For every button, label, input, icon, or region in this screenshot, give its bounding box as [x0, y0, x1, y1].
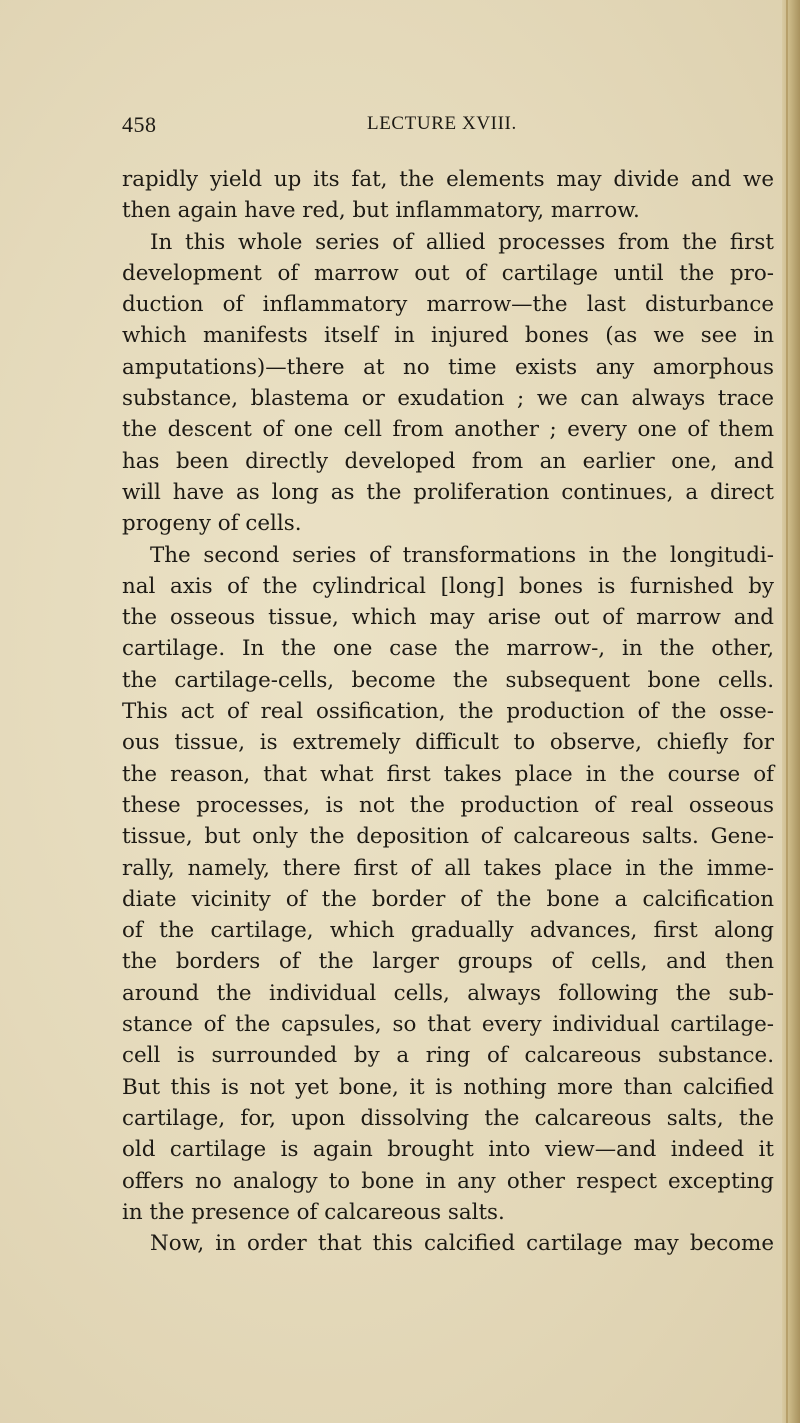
text-line: of the cartilage, which gradually advances, first along: [122, 918, 774, 944]
paragraph-start-line: In this whole series of allied processes from the first: [150, 229, 774, 255]
text-line: the borders of the larger groups of cells, and then: [122, 949, 774, 975]
text-line: rapidly yield up its fat, the elements may divide and we: [122, 167, 774, 192]
text-line: cartilage. In the one case the marrow-, in the other,: [122, 636, 774, 662]
text-line: which manifests itself in injured bones (as we see in: [122, 323, 774, 349]
text-line: offers no analogy to bone in any other respect excepting: [122, 1168, 774, 1194]
page-edge-line: [786, 0, 788, 1423]
text-line: then again have red, but inflammatory, marrow.: [122, 198, 640, 224]
text-line: the cartilage-cells, become the subsequent bone cells.: [122, 667, 774, 693]
text-line: in the presence of calcareous salts.: [122, 1199, 505, 1225]
body-text: [122, 164, 774, 1259]
text-line: the osseous tissue, which may arise out of marrow and: [122, 605, 774, 631]
paragraph-start-line: The second series of transformations in the longitudi-: [150, 542, 774, 568]
text-line: nal axis of the cylindrical [long] bones is furnished by: [122, 573, 774, 599]
paragraph-start-line: Now, in order that this calcified cartilage may become: [150, 1231, 774, 1257]
text-line: diate vicinity of the border of the bone a calcification: [122, 886, 774, 912]
text-line: these processes, is not the production of real osseous: [122, 792, 774, 818]
text-line: stance of the capsules, so that every individual cartilage-: [122, 1012, 774, 1038]
page-number: 458: [122, 112, 157, 137]
text-line: has been directly developed from an earlier one, and: [122, 448, 774, 474]
text-line: cartilage, for, upon dissolving the calcareous salts, the: [122, 1105, 774, 1131]
text-line: duction of inflammatory marrow—the last disturbance: [122, 292, 774, 318]
lecture-title: LECTURE XVIII.: [367, 113, 517, 134]
text-line: tissue, but only the deposition of calcareous salts. Gene-: [122, 824, 774, 850]
text-line: will have as long as the proliferation continues, a direct: [122, 479, 774, 505]
page-edge-shadow: [782, 0, 800, 1423]
text-line: But this is not yet bone, it is nothing more than calcified: [122, 1074, 774, 1100]
text-line: This act of real ossification, the production of the osse-: [122, 699, 774, 725]
text-line: ous tissue, is extremely difficult to observe, chiefly for: [122, 730, 774, 756]
text-line: old cartilage is again brought into view—and indeed it: [122, 1137, 774, 1163]
text-line: rally, namely, there first of all takes place in the imme-: [122, 855, 774, 881]
text-line: substance, blastema or exudation ; we can always trace: [122, 386, 774, 412]
text-line: the reason, that what first takes place in the course of: [122, 761, 774, 787]
running-head: [122, 112, 772, 140]
text-line: cell is surrounded by a ring of calcareous substance.: [122, 1043, 774, 1069]
text-line: amputations)—there at no time exists any amorphous: [122, 354, 774, 380]
text-line: the descent of one cell from another ; every one of them: [122, 417, 774, 443]
text-line: development of marrow out of cartilage until the pro-: [122, 260, 774, 286]
text-line: progeny of cells.: [122, 511, 302, 537]
text-line: around the individual cells, always following the sub-: [122, 980, 774, 1006]
